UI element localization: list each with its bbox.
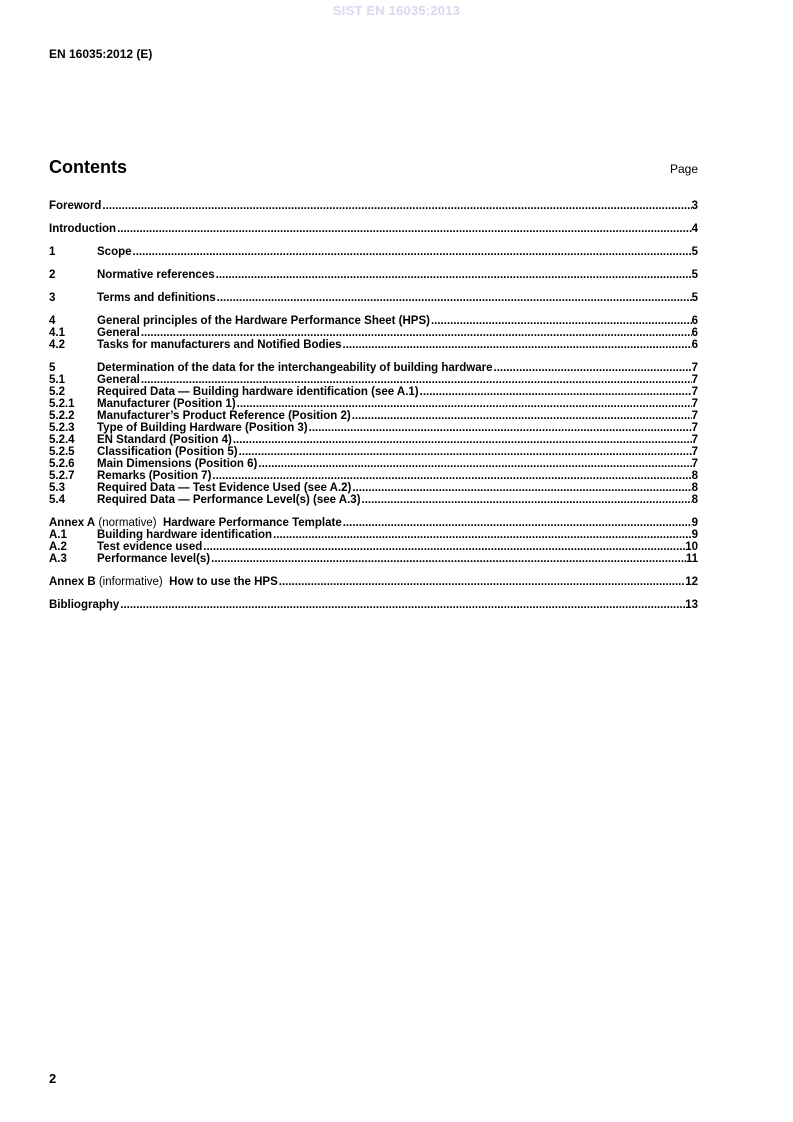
toc-entry-number: 5.2.1	[49, 398, 75, 410]
toc-entry-page: 3	[691, 200, 698, 212]
toc-entry[interactable]	[49, 292, 698, 304]
annex-label: Annex B	[49, 576, 96, 588]
toc-entry[interactable]	[49, 269, 698, 281]
toc-entry-number: 2	[49, 269, 56, 281]
toc-entry[interactable]	[49, 541, 698, 553]
toc-entry-title: Manufacturer’s Product Reference (Position 2)	[97, 410, 351, 422]
contents-title: Contents	[49, 157, 127, 177]
toc-entry-number: 4.1	[49, 327, 65, 339]
toc-entry-title: Required Data — Performance Level(s) (see A.3)	[97, 494, 361, 506]
toc-entry[interactable]	[49, 223, 698, 235]
toc-entry-page: 4	[691, 223, 698, 235]
annex-qualifier: (normative)	[95, 517, 163, 529]
toc-entry-title: Performance level(s)	[97, 553, 211, 565]
dot-leader	[343, 339, 692, 351]
toc-entry-page: 9	[691, 529, 698, 541]
toc-entry-page: 7	[691, 386, 698, 398]
toc-entry[interactable]	[49, 517, 698, 529]
toc-entry-page: 7	[691, 374, 698, 386]
toc-entry[interactable]	[49, 362, 698, 374]
toc-entry-page: 6	[691, 315, 698, 327]
dot-leader	[420, 386, 692, 398]
dot-leader	[102, 200, 691, 212]
toc-entry[interactable]	[49, 599, 698, 611]
toc-entry[interactable]	[49, 458, 698, 470]
toc-entry[interactable]	[49, 446, 698, 458]
toc-entry[interactable]	[49, 470, 698, 482]
toc-entry-page: 12	[685, 576, 698, 588]
toc-entry[interactable]	[49, 494, 698, 506]
toc-entry-title: Introduction	[49, 223, 117, 235]
toc-entry-title: Building hardware identification	[97, 529, 273, 541]
dot-leader	[237, 398, 692, 410]
table-of-contents	[49, 200, 698, 611]
dot-leader	[258, 458, 691, 470]
dot-leader	[133, 246, 692, 258]
toc-entry-title: Manufacturer (Position 1)	[97, 398, 236, 410]
toc-entry-number: 5.3	[49, 482, 65, 494]
toc-entry-number: A.2	[49, 541, 67, 553]
dot-leader	[352, 410, 692, 422]
toc-entry[interactable]	[49, 529, 698, 541]
toc-entry-number: 5.2.5	[49, 446, 75, 458]
toc-entry[interactable]	[49, 398, 698, 410]
toc-entry-number: 3	[49, 292, 56, 304]
toc-entry-title: General principles of the Hardware Performance Sheet (HPS)	[97, 315, 430, 327]
toc-entry[interactable]	[49, 482, 698, 494]
toc-entry-number: 5.4	[49, 494, 65, 506]
toc-entry-title: Determination of the data for the interchangeability of building hardware	[97, 362, 493, 374]
dot-leader	[343, 517, 692, 529]
toc-entry-page: 9	[691, 517, 698, 529]
toc-entry-title: General	[97, 327, 140, 339]
toc-entry[interactable]	[49, 374, 698, 386]
toc-entry-page: 7	[691, 410, 698, 422]
toc-entry[interactable]	[49, 386, 698, 398]
dot-leader	[141, 374, 692, 386]
dot-leader	[494, 362, 692, 374]
toc-entry-page: 11	[685, 553, 698, 565]
toc-entry-title: Foreword	[49, 200, 102, 212]
dot-leader	[309, 422, 692, 434]
toc-entry-number: 5.2	[49, 386, 65, 398]
dot-leader	[212, 470, 691, 482]
toc-entry-title: Required Data — Building hardware identification (see A.1)	[97, 386, 419, 398]
toc-entry-title: Classification (Position 5)	[97, 446, 238, 458]
toc-entry-page: 7	[691, 446, 698, 458]
toc-entry-title: Terms and definitions	[97, 292, 216, 304]
toc-entry-page: 13	[685, 599, 698, 611]
toc-entry-title: Tasks for manufacturers and Notified Bodies	[97, 339, 342, 351]
dot-leader	[217, 292, 692, 304]
dot-leader	[431, 315, 692, 327]
toc-entry-number: A.1	[49, 529, 67, 541]
toc-entry[interactable]	[49, 576, 698, 588]
toc-entry[interactable]	[49, 422, 698, 434]
dot-leader	[352, 482, 691, 494]
toc-entry-page: 7	[691, 434, 698, 446]
toc-entry-title: Main Dimensions (Position 6)	[97, 458, 258, 470]
annex-title: How to use the HPS	[169, 576, 278, 588]
toc-entry-title	[49, 576, 278, 588]
toc-entry-number: 5	[49, 362, 56, 374]
toc-entry-page: 7	[691, 458, 698, 470]
toc-entry[interactable]	[49, 200, 698, 212]
dot-leader	[279, 576, 685, 588]
toc-entry-title	[49, 517, 342, 529]
toc-entry-page: 6	[691, 339, 698, 351]
toc-entry-page: 8	[691, 494, 698, 506]
dot-leader	[239, 446, 692, 458]
toc-entry-number: 5.2.7	[49, 470, 75, 482]
dot-leader	[141, 327, 692, 339]
toc-entry[interactable]	[49, 553, 698, 565]
toc-entry[interactable]	[49, 327, 698, 339]
toc-entry-page: 10	[685, 541, 698, 553]
toc-entry[interactable]	[49, 434, 698, 446]
dot-leader	[211, 553, 686, 565]
toc-entry-number: 5.1	[49, 374, 65, 386]
annex-label: Annex A	[49, 517, 96, 529]
toc-entry-number: 1	[49, 246, 56, 258]
toc-entry-page: 8	[691, 470, 698, 482]
toc-entry-title: Normative references	[97, 269, 215, 281]
toc-entry[interactable]	[49, 339, 698, 351]
toc-entry-page: 6	[691, 327, 698, 339]
toc-entry-page: 8	[691, 482, 698, 494]
dot-leader	[216, 269, 692, 281]
toc-entry-title: General	[97, 374, 140, 386]
toc-entry-number: 5.2.3	[49, 422, 75, 434]
watermark: SIST EN 16035:2013	[332, 3, 461, 18]
toc-entry[interactable]	[49, 315, 698, 327]
toc-entry-number: 4.2	[49, 339, 65, 351]
toc-entry-title: Test evidence used	[97, 541, 203, 553]
toc-entry-page: 5	[691, 246, 698, 258]
toc-entry-title: EN Standard (Position 4)	[97, 434, 232, 446]
page-column-label: Page	[669, 162, 698, 176]
toc-entry-number: 5.2.4	[49, 434, 75, 446]
dot-leader	[233, 434, 692, 446]
toc-entry-title: Scope	[97, 246, 132, 258]
toc-entry-number: A.3	[49, 553, 67, 565]
dot-leader	[273, 529, 692, 541]
toc-entry-title: Bibliography	[49, 599, 120, 611]
toc-entry-page: 7	[691, 398, 698, 410]
dot-leader	[117, 223, 692, 235]
toc-entry-page: 5	[691, 269, 698, 281]
toc-entry-page: 5	[691, 292, 698, 304]
dot-leader	[203, 541, 685, 553]
annex-qualifier: (informative)	[95, 576, 170, 588]
annex-title: Hardware Performance Template	[162, 517, 342, 529]
dot-leader	[362, 494, 692, 506]
page-number: 2	[49, 1071, 57, 1086]
toc-entry-page: 7	[691, 422, 698, 434]
toc-entry-number: 4	[49, 315, 56, 327]
toc-entry-page: 7	[691, 362, 698, 374]
toc-entry-number: 5.2.2	[49, 410, 75, 422]
toc-entry-title: Type of Building Hardware (Position 3)	[97, 422, 308, 434]
dot-leader	[120, 599, 685, 611]
toc-entry-title: Required Data — Test Evidence Used (see A.2)	[97, 482, 352, 494]
toc-entry-title: Remarks (Position 7)	[97, 470, 212, 482]
toc-entry[interactable]	[49, 410, 698, 422]
toc-entry[interactable]	[49, 246, 698, 258]
document-id: EN 16035:2012 (E)	[49, 47, 153, 61]
toc-entry-number: 5.2.6	[49, 458, 75, 470]
